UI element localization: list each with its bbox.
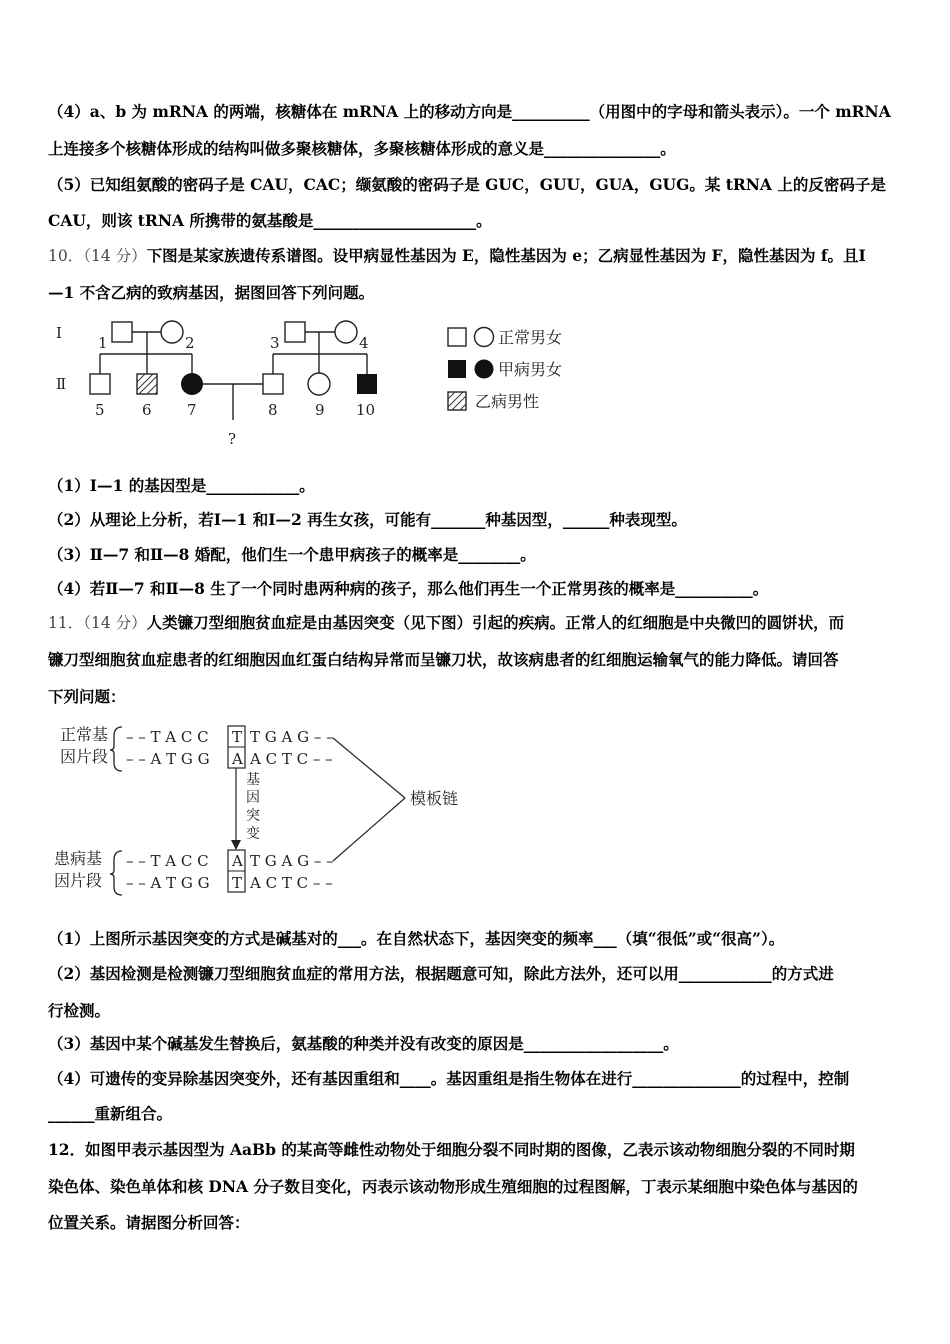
q12-stem-line3: 位置关系。请据图分析回答： <box>48 1213 250 1232</box>
child-unknown: ? <box>228 430 237 448</box>
arrow-label-char-2: 因 <box>246 790 260 806</box>
normal-bottom-strand-end: A C T C – – <box>250 750 333 768</box>
pedigree-chart <box>50 312 600 457</box>
label-6: 6 <box>142 401 152 419</box>
arrow-label-char-1: 基 <box>246 772 260 788</box>
individual-8-male <box>263 374 283 394</box>
individual-9-female <box>308 373 330 395</box>
q11-part1: （1）上图所示基因突变的方式是碱基对的___。在自然状态下，基因突变的频率___（填“很低”或“很高”）。 <box>48 929 785 948</box>
label-1: 1 <box>98 334 108 352</box>
q11-stem-line2: 镰刀型细胞贫血症患者的红细胞因血红蛋白结构异常而呈镰刀状，故该病患者的红细胞运输氧气的能力降低。请回答 <box>48 650 839 669</box>
label-5: 5 <box>95 401 105 419</box>
normal-bottom-strand-start: – – A T G G <box>126 750 210 768</box>
individual-7-female-disease-a <box>181 373 203 395</box>
template-pointer-top <box>333 738 405 798</box>
individual-4-female <box>335 321 357 343</box>
label-10: 10 <box>356 401 376 419</box>
disease-label-1: 患病基 <box>54 849 103 868</box>
q12-stem-line1: 12．如图甲表示基因型为 AaBb 的某高等雌性动物处于细胞分裂不同时期的图像，乙表示该动物细胞分裂的不同时期 <box>48 1140 855 1159</box>
gene-mutation-diagram <box>50 718 490 903</box>
q11-number: 11．（14 分） <box>48 614 147 632</box>
q10-part2: （2）从理论上分析，若Ⅰ—1 和Ⅰ—2 再生女孩，可能有_______种基因型，______种表现型。 <box>48 510 687 529</box>
individual-3-male <box>285 322 305 342</box>
legend-disease-a-female-icon <box>475 360 494 379</box>
q10-number: 10．（14 分） <box>48 247 147 265</box>
q9-4-line2: 上连接多个核糖体形成的结构叫做多聚核糖体，多聚核糖体形成的意义是_______________。 <box>48 139 676 158</box>
q11-stem-text: 人类镰刀型细胞贫血症是由基因突变（见下图）引起的疾病。正常人的红细胞是中央微凹的圆饼状，而 <box>146 613 845 632</box>
q11-part4-line1: （4）可遗传的变异除基因突变外，还有基因重组和____。基因重组是指生物体在进行______________的过程中，控制 <box>48 1069 850 1088</box>
legend-disease-a-male-icon <box>448 360 466 378</box>
q12-stem-line2: 染色体、染色单体和核 DNA 分子数目变化，丙表示该动物形成生殖细胞的过程图解，丁表示某细胞中染色体与基因的 <box>48 1177 858 1196</box>
q9-4-line1: （4）a、b 为 mRNA 的两端，核糖体在 mRNA 上的移动方向是__________（用图中的字母和箭头表示）。一个 mRNA <box>48 102 891 121</box>
q10-part4: （4）若Ⅱ—7 和Ⅱ—8 生了一个同时患两种病的孩子，那么他们再生一个正常男孩的概率是__________。 <box>48 579 769 598</box>
q11-part2-line2: 行检测。 <box>48 1001 111 1020</box>
q10-stem-text: 下图是某家族遗传系谱图。设甲病显性基因为 E，隐性基因为 e；乙病显性基因为 F，隐性基因为 f。且Ⅰ <box>146 246 866 265</box>
disease-top-strand-end: T G A G – – <box>250 852 334 870</box>
legend-normal-male-icon <box>448 328 466 346</box>
individual-2-female <box>161 321 183 343</box>
q10-part3: （3）Ⅱ—7 和Ⅱ—8 婚配，他们生一个患甲病孩子的概率是________。 <box>48 545 536 564</box>
q10-stem-line1 <box>48 246 910 266</box>
disease-label-2: 因片段 <box>54 871 103 890</box>
q11-part3: （3）基因中某个碱基发生替换后，氨基酸的种类并没有改变的原因是__________________。 <box>48 1034 679 1053</box>
label-2: 2 <box>185 334 195 352</box>
q11-stem-line1 <box>48 613 910 633</box>
individual-1-male <box>112 322 132 342</box>
legend-normal-female-icon <box>475 328 494 347</box>
disease-bottom-mutation-base: T <box>232 874 243 892</box>
gen-1-label: Ⅰ <box>56 324 62 342</box>
normal-bottom-mutation-base: A <box>232 750 243 768</box>
disease-bottom-strand-start: – – A T G G <box>126 874 210 892</box>
label-8: 8 <box>268 401 278 419</box>
q9-5-line1: （5）已知组氨酸的密码子是 CAU，CAC；缬氨酸的密码子是 GUC，GUU，GUA，GUG。某 tRNA 上的反密码子是 <box>48 175 886 194</box>
individual-10-male-disease-a <box>357 374 377 394</box>
individual-5-male <box>90 374 110 394</box>
normal-top-strand-end: T G A G – – <box>250 728 334 746</box>
disease-bottom-strand-end: A C T C – – <box>250 874 333 892</box>
label-3: 3 <box>270 334 280 352</box>
q10-part1: （1）Ⅰ—1 的基因型是____________。 <box>48 476 315 495</box>
q11-part2-line1: （2）基因检测是检测镰刀型细胞贫血症的常用方法，根据题意可知，除此方法外，还可以用____________的方式进 <box>48 964 834 983</box>
q10-stem-line2: —1 不含乙病的致病基因，据图回答下列问题。 <box>48 283 375 302</box>
individual-6-male-disease-b <box>137 374 157 394</box>
template-pointer-bottom <box>333 798 405 861</box>
gen-2-label: Ⅱ <box>56 375 67 393</box>
normal-label-2: 因片段 <box>60 747 109 766</box>
disease-top-strand-start: – – T A C C <box>126 852 209 870</box>
template-strand-label: 模板链 <box>410 789 459 808</box>
arrow-label-char-3: 突 <box>246 808 260 824</box>
legend-normal-label: 正常男女 <box>498 328 563 347</box>
normal-top-strand-start: – – T A C C <box>126 728 209 746</box>
legend-disease-a-label: 甲病男女 <box>498 360 563 379</box>
normal-label-1: 正常基 <box>60 725 109 744</box>
legend-disease-b-label: 乙病男性 <box>475 392 540 411</box>
label-7: 7 <box>187 401 197 419</box>
arrow-label-char-4: 变 <box>246 826 260 842</box>
q9-5-line2: CAU，则该 tRNA 所携带的氨基酸是_____________________。 <box>48 211 492 230</box>
label-4: 4 <box>359 334 369 352</box>
q11-stem-line3: 下列问题： <box>48 687 126 706</box>
label-9: 9 <box>315 401 325 419</box>
q11-part4-line2: ______重新组合。 <box>48 1104 173 1123</box>
normal-top-mutation-base: T <box>232 728 243 746</box>
disease-top-mutation-base: A <box>232 852 243 870</box>
